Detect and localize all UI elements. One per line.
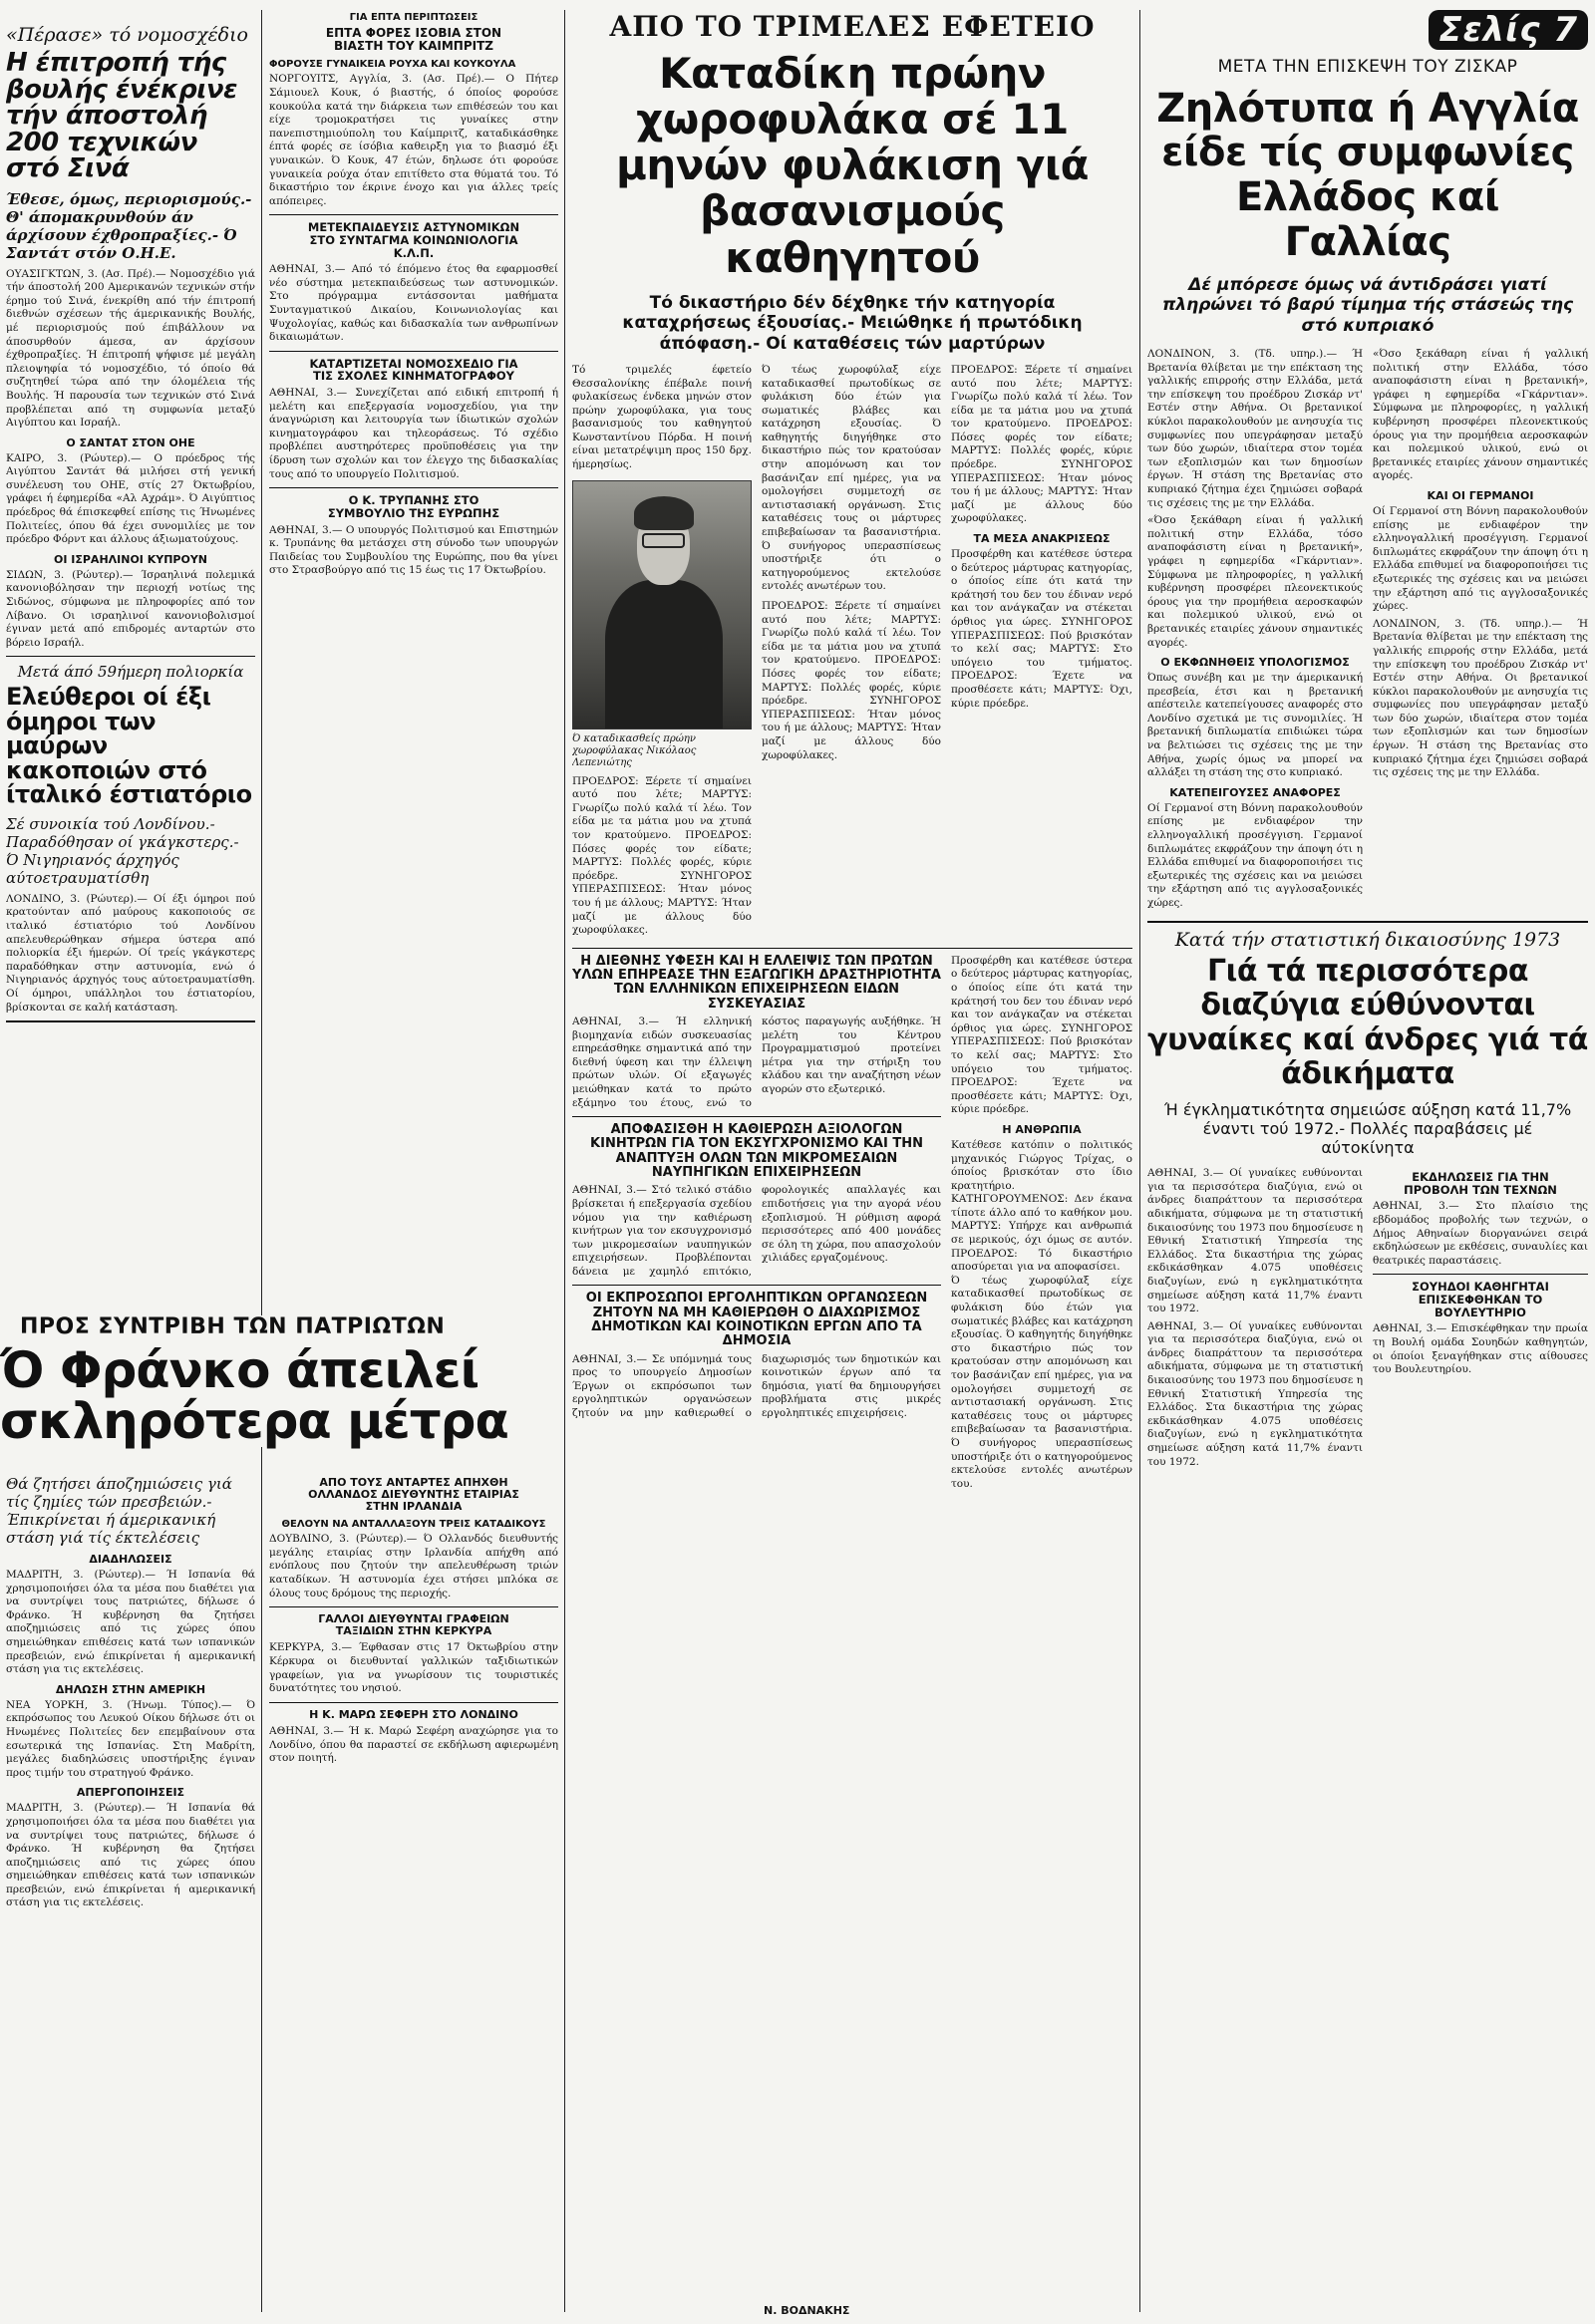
article-headline: ΜΕΤΕΚΠΑΙΔΕΥΣΙΣ ΑΣΤΥΝΟΜΙΚΩΝ ΣΤΟ ΣΥΝΤΑΓΜΑ ΚΟΙΝΩΝΙΟΛΟΓΙΑ Κ.Λ.Π. xyxy=(307,220,520,260)
section-subhead: Ο ΕΚΦΩΝΗΘΕΙΣ ΥΠΟΛΟΓΙΣΜΟΣ xyxy=(1160,656,1350,670)
article-body: Κατέθεσε κατόπιν ο πολιτικός μηχανικός Γιώργος Τρίχας, ο όποίος βρισκόταν στο ίδιο κρατητήριο. ΚΑΤΗΓΟΡΟΥΜΕΝΟΣ: Δεν έκανα τίποτε άλλο από το καθήκον μου. ΜΑΡΤΥΣ: Υπήρχε και ανθρωπιά σε μερικούς, όχι όμως σε αυτόν. ΠΡΟΕΔΡΟΣ: Τό δικαστήριο αποσύρεται για να αποφασίσει. xyxy=(951,1138,1132,1274)
story-column xyxy=(1373,348,1588,911)
article-headline: Η Κ. ΜΑΡΩ ΣΕΦΕΡΗ ΣΤΟ ΛΟΝΔΙΝΟ xyxy=(309,1707,518,1721)
section-subhead: ΔΗΛΩΣΗ ΣΤΗΝ ΑΜΕΡΙΚΗ xyxy=(55,1682,206,1696)
column-rule xyxy=(564,10,565,2312)
divider xyxy=(269,1606,558,1607)
article-row xyxy=(572,364,1132,938)
article-body: ΟΥΑΣΙΓΚΤΩΝ, 3. (Ασ. Πρέ).— Νομοσχέδιο γιά τήν άποστολή 200 Αμερικανών τεχνικών στήν έρημο τού Σινά, ένεκρίθη από τήν έπιτροπή διεθνών σχέσεων τής άμερικανικής Βουλής, μέ περιορισμούς πού έπιβάλλουν να άποσυρθούν άμεσα, αν άρχίσουν έχθροπραξίες. Ή έπιτροπή ψήφισε μέ μεγάλη πλειοψηφία τό νομοσχέδιο, τό όποίο θά συζητηθεί τώρα από την όλομέλεια τής Βουλής. Ή παρουσία των τεχνικών στό Σινά προβλέπεται από τη συμφωνία μεταξύ Αιγύπτου και Ισραήλ. xyxy=(6,267,255,430)
article-headline: Γιά τά περισσότερα διαζύγια εύθύνονται γυναίκες καί άνδρες γιά τά άδικήματα xyxy=(1147,953,1588,1092)
divider xyxy=(572,1116,941,1117)
divider xyxy=(6,656,255,657)
article-body: ΛΟΝΔΙΝΟΝ, 3. (Τδ. υπηρ.).— Ή Βρετανία θλίβεται με την επέκταση της γαλλικής επιρροής στην Ελλάδα, μετά την επίσκεψη του προέδρου Ζισκάρ ντ' Εστέν στην Αθήνα. Οι βρετανικοί κύκλοι παρακολουθούν με ανησυχία τις συμφωνίες που υπεγράφησαν μεταξύ των δύο χωρών, ιδιαίτερα στον τομέα των εξοπλισμών και των δημοσίων έργων. Ή στάση της Βρετανίας στο κυπριακό ζήτημα έχει ζημιώσει σοβαρά τις σχέσεις της με την Ελλάδα. xyxy=(1147,348,1363,509)
article-body: Προσφέρθη και κατέθεσε ύστερα ο δεύτερος μάρτυρας κατηγορίας, ο όποίος είπε ότι κατά την κράτησή του δεν του έδιναν νερό και τον ανάγκαζαν να στέκεται όρθιος για ώρες. ΣΥΝΗΓΟΡΟΣ ΥΠΕΡΑΣΠΙΣΕΩΣ: Πού βρισκόταν το κελί σας; ΜΑΡΤΥΣ: Στο υπόγειο του τμήματος. ΠΡΟΕΔΡΟΣ: Έχετε να προσθέσετε κάτι; ΜΑΡΤΥΣ: Όχι, κύριε πρόεδρε. xyxy=(951,548,1132,710)
divider xyxy=(269,1702,558,1703)
article-body: ΔΟΥΒΛΙΝΟ, 3. (Ρώυτερ).— Ό Ολλανδός διευθυντής μεγάλης εταιρίας στην Ιρλανδία απήχθη από ενόπλους που ζητούν την απελευθέρωση τριών καταδίκων. Ή αστυνομία έχει στήσει μπλόκα σε όλους τους δρόμους της περιοχής. xyxy=(269,1533,558,1599)
article-kicker: «Πέρασε» τό νομοσχέδιο xyxy=(6,24,248,46)
article-row xyxy=(1147,348,1588,911)
section-subhead: ΘΕΛΟΥΝ ΝΑ ΑΝΤΑΛΛΑΞΟΥΝ ΤΡΕΙΣ ΚΑΤΑΔΙΚΟΥΣ xyxy=(281,1519,546,1531)
story-column xyxy=(1373,1167,1588,1469)
article-body: ΑΘΗΝΑΙ, 3.— Οί γυναίκες ευθύνονται για τα περισσότερα διαζύγια, ενώ οι άνδρες διαπράττουν τα περισσότερα αδικήματα, σύμφωνα με τη στατιστική δικαιοσύνης του 1973 που δημοσίευσε η Εθνική Στατιστική Υπηρεσία της Ελλάδος. Στα δικαστήρια της χώρας εκδικάσθηκαν 4.075 υποθέσεις διαζυγίων, ενώ η εγκληματικότητα σημείωσε αύξηση κατά 11,7% έναντι του 1972. xyxy=(1147,1319,1363,1468)
article-body: ΚΕΡΚΥΡΑ, 3.— Έφθασαν στις 17 Όκτωβρίου στην Κέρκυρα οι διευθυνταί γαλλικών ταξιδιωτικών γραφείων, για να γνωρίσουν τις τουριστικές δυνατότητες του νησιού. xyxy=(269,1641,558,1695)
section-subhead: ΤΑ ΜΕΣΑ ΑΝΑΚΡΙΣΕΩΣ xyxy=(973,532,1111,546)
article-body: ΑΘΗΝΑΙ, 3.— Ή κ. Μαρώ Σεφέρη αναχώρησε για το Λονδίνο, όπου θα παραστεί σε εκδήλωση αφιερωμένη στον ποιητή. xyxy=(269,1724,558,1765)
portrait-photo xyxy=(572,480,752,729)
section-subhead: ΦΟΡΟΥΣΕ ΓΥΝΑΙΚΕΙΑ ΡΟΥΧΑ ΚΑΙ ΚΟΥΚΟΥΛΑ xyxy=(269,59,516,71)
column-rule xyxy=(1139,10,1140,2312)
divider xyxy=(269,351,558,352)
section-subhead: ΚΑΤΕΠΕΙΓΟΥΣΕΣ ΑΝΑΦΟΡΕΣ xyxy=(1169,785,1341,799)
article-body: Όπως συνέβη και με την άμερικανική πρεσβεία, έτσι και η βρετανική απέστειλε κατεπείγουσες αναφορές στο Λονδίνο σχετικά με τις συνομιλίες. Ή βρετανική διπλωματία επιδιώκει τώρα να βελτιώσει τις σχέσεις της με την Αθήνα, χωρίς όμως να μπορεί να αλλάξει τη στάση της στο κυπριακό. xyxy=(1147,672,1363,779)
article-body: Οί Γερμανοί στη Βόννη παρακολουθούν επίσης με ενδιαφέρον την ελληνογαλλική προσέγγιση. Γερμανοί διπλωμάτες εκφράζουν την άποψη ότι η Ελλάδα επιθυμεί να διαφοροποιήσει τις εξωτερικές της σχέσεις και να μειώσει την εξάρτηση από τις αγγλοσαξονικές χώρες. xyxy=(1147,801,1363,910)
article-body: ΛΟΝΔΙΝΟΝ, 3. (Τδ. υπηρ.).— Ή Βρετανία θλίβεται με την επέκταση της γαλλικής επιρροής στην Ελλάδα, μετά την επίσκεψη του προέδρου Ζισκάρ ντ' Εστέν στην Αθήνα. Οι βρετανικοί κύκλοι παρακολουθούν με ανησυχία τις συμφωνίες που υπεγράφησαν μεταξύ των δύο χωρών, ιδιαίτερα στον τομέα των εξοπλισμών και των δημοσίων έργων. Ή στάση της Βρετανίας στο κυπριακό ζήτημα έχει ζημιώσει σοβαρά τις σχέσεις της με την Ελλάδα. xyxy=(1373,617,1588,779)
article-body: ΑΘΗΝΑΙ, 3.— Σε υπόμνημά τους προς το υπουργείο Δημοσίων Έργων οι εκπρόσωποι των εργοληπτικών οργανώσεων ζητούν να μην καθιερωθεί ο διαχωρισμός των δημοτικών και κοινοτικών έργων από τα δημόσια, γιατί θα δημιουργήσει προβλήματα στις μικρές εργοληπτικές επιχειρήσεις. xyxy=(572,1352,941,1420)
article-kicker: ΓΙΑ ΕΠΤΑ ΠΕΡΙΠΤΩΣΕΙΣ xyxy=(349,12,478,23)
article-headline: ΓΑΛΛΟΙ ΔΙΕΥΘΥΝΤΑΙ ΓΡΑΦΕΙΩΝ ΤΑΞΙΔΙΩΝ ΣΤΗΝ ΚΕΡΚΥΡΑ xyxy=(318,1612,509,1638)
section-subhead: ΚΑΙ ΟΙ ΓΕΡΜΑΝΟΙ xyxy=(1427,488,1534,502)
article-body: ΛΟΝΔΙΝΟ, 3. (Ρώυτερ).— Οί έξι όμηροι πού κρατούνταν από μαύρους κακοποιούς σε ιταλικό έστιατόριο τού Λονδίνου απελευθερώθηκαν σήμερα ύστερα από πολιορκία έξι ήμερών. Οί τρείς γκάγκστερς παραδόθηκαν στην αστυνομία, ενώ ό Νιγηριανός άρχηγός τους αύτοετραυματίσθη. Οί όμηροι, υπάλληλοι του έστιατορίου, βρίσκονται σε καλή κατάσταση. xyxy=(6,892,255,1014)
divider xyxy=(6,1020,255,1022)
column-4 xyxy=(1147,10,1588,2317)
article-headline: ΑΠΟ ΤΟΥΣ ΑΝΤΑΡΤΕΣ ΑΠΗΧΘΗ ΟΛΛΑΝΔΟΣ ΔΙΕΥΘΥΝΤΗΣ ΕΤΑΙΡΙΑΣ ΣΤΗΝ ΙΡΛΑΝΔΙΑ xyxy=(308,1476,519,1514)
column-rule xyxy=(261,10,262,2312)
section-subhead: ΔΙΑΔΗΛΩΣΕΙΣ xyxy=(89,1553,172,1566)
article-body: ΣΙΔΩΝ, 3. (Ρώυτερ).— Ίσραηλινά πολεμικά κανονιοβόλησαν την περιοχή νοτίως της Σιδώνος, σύμφωνα με πληροφορίες από τον Λίβανο. Οι ισραηλινοί κανονιοβολισμοί έγιναν μετά από επιδρομές ανταρτών στο βόρειο Ισραήλ. xyxy=(6,568,255,649)
article-body: ΠΡΟΕΔΡΟΣ: Ξέρετε τί σημαίνει αυτό που λέτε; ΜΑΡΤΥΣ: Γνωρίζω πολύ καλά τί λέω. Τον είδα με τα μάτια μου να χτυπά τον κρατούμενο. ΠΡΟΕΔΡΟΣ: Πόσες φορές τον είδατε; ΜΑΡΤΥΣ: Πολλές φορές, κύριε πρόεδρε. ΣΥΝΗΓΟΡΟΣ ΥΠΕΡΑΣΠΙΣΕΩΣ: Ήταν μόνος του ή με άλλους; ΜΑΡΤΥΣ: Ήταν μαζί με άλλους δύο χωροφύλακες. xyxy=(572,774,752,937)
article-headline: ΕΠΤΑ ΦΟΡΕΣ ΙΣΟΒΙΑ ΣΤΟΝ ΒΙΑΣΤΗ ΤΟΥ ΚΑΙΜΠΡΙΤΖ xyxy=(325,26,502,54)
article-body: Προσφέρθη και κατέθεσε ύστερα ο δεύτερος μάρτυρας κατηγορίας, ο όποίος είπε ότι κατά την κράτησή του δεν του έδιναν νερό και τον ανάγκαζαν να στέκεται όρθιος για ώρες. ΣΥΝΗΓΟΡΟΣ ΥΠΕΡΑΣΠΙΣΕΩΣ: Πού βρισκόταν το κελί σας; ΜΑΡΤΥΣ: Στο υπόγειο του τμήματος. ΠΡΟΕΔΡΟΣ: Έχετε να προσθέσετε κάτι; ΜΑΡΤΥΣ: Όχι, κύριε πρόεδρε. xyxy=(951,954,1132,1116)
column-2-lower xyxy=(269,1473,558,2315)
divider xyxy=(269,214,558,215)
article-body: ΜΑΔΡΙΤΗ, 3. (Ρώυτερ).— Ή Ισπανία θά χρησιμοποιήσει όλα τα μέσα που διαθέτει για να συντρίψει τους πατριώτες, δήλωσε ό Φράνκο. Ή κυβέρνηση θα ζητήσει αποζημιώσεις από τις χώρες όπου σημειώθηκαν επιθέσεις κατά των ισπανικών πρεσβειών, ενώ έπικρίνεται ή αμερικανική στάση για τις εκτελέσεις. xyxy=(6,1802,255,1909)
article-headline: Ο Κ. ΤΡΥΠΑΝΗΣ ΣΤΟ ΣΥΜΒΟΥΛΙΟ ΤΗΣ ΕΥΡΩΠΗΣ xyxy=(327,493,500,520)
article-headline: Η ΔΙΕΘΝΗΣ ΥΦΕΣΗ ΚΑΙ Η ΕΛΛΕΙΨΙΣ ΤΩΝ ΠΡΩΤΩΝ ΥΛΩΝ ΕΠΗΡΕΑΣΕ ΤΗΝ ΕΞΑΓΩΓΙΚΗ ΔΡΑΣΤΗΡΙΟΤΗΤΑ ΤΩΝ ΕΛΛΗΝΙΚΩΝ ΕΠΙΧΕΙΡΗΣΕΩΝ ΕΙΔΩΝ ΣΥΣΚΕΥΑΣΙΑΣ xyxy=(572,953,941,1012)
article-kicker: Μετά άπό 59ήμερη πολιορκία xyxy=(17,663,244,682)
column-2 xyxy=(269,10,558,1310)
article-kicker: ΜΕΤΑ ΤΗΝ ΕΠΙΣΚΕΨΗ ΤΟΥ ΖΙΣΚΑΡ xyxy=(1217,57,1518,77)
section-subhead: Ο ΣΑΝΤΑΤ ΣΤΟΝ ΟΗΕ xyxy=(66,436,195,449)
article-body: Ό τέως χωροφύλαξ είχε καταδικασθεί πρωτοδίκως σε φυλάκιση δύο έτών για σωματικές βλάβες και κατάχρηση εξουσίας. Ό καθηγητής διηγήθηκε στο δικαστήριο πώς τον κρατούσαν στην απομόνωση και τον βασάνιζαν επί ημέρες, για να ομολογήσει συμμετοχή σε αντιστασιακή οργάνωση. Στις καταθέσεις τους οι μάρτυρες επιβεβαίωσαν τα βασανιστήρια. Ό συνήγορος υπερασπίσεως υποστήριξε ότι ο κατηγορούμενος εκτελούσε εντολές ανωτέρων του. xyxy=(762,363,941,593)
article-deck: Σέ συνοικία τού Λονδίνου.- Παραδόθησαν οί γκάγκστερς.- Ό Νιγηριανός άρχηγός αύτοετραυματίσθη xyxy=(6,814,239,887)
article-body: ΑΘΗΝΑΙ, 3.— Συνεχίζεται από ειδική επιτροπή ή μελέτη και επεξεργασία νομοσχεδίου, για την άναγνώριση και λειτουργία των ίδιωτικών σχολών κινηματογράφου και τηλεοράσεως. Τό σχέδιο προβλέπει αυστηρότερες προϋποθέσεις για την ίδρυση των σχολών και τον έλεγχο της διδασκαλίας τους από το υπουργείο Πολιτισμού. xyxy=(269,387,558,480)
article-body: ΝΕΑ ΥΟΡΚΗ, 3. (Ήνωμ. Τύπος).— Ό εκπρόσωπος του Λευκού Οίκου δήλωσε ότι οι Ηνωμένες Πολιτείες δεν επεμβαίνουν στα εσωτερικά της Ισπανίας. Στη Μαδρίτη, μεγάλες διαδηλώσεις υποστήριξης έγιναν προς τιμήν του στρατηγού Φράνκο. xyxy=(6,1698,255,1779)
article-kicker: ΠΡΟΣ ΣΥΝΤΡΙΒΗ ΤΩΝ ΠΑΤΡΙΩΤΩΝ xyxy=(20,1314,446,1339)
article-body: ΜΑΔΡΙΤΗ, 3. (Ρώυτερ).— Ή Ισπανία θά χρησιμοποιήσει όλα τα μέσα που διαθέτει για να συντρίψει τους πατριώτες, δήλωσε ό Φράνκο. Ή κυβέρνηση θα ζητήσει αποζημιώσεις από τις χώρες όπου σημειώθηκαν επιθέσεις κατά των ισπανικών πρεσβειών, ενώ έπικρίνεται ή αμερικανική στάση για τις εκτελέσεις. xyxy=(6,1569,255,1676)
column-1-lower xyxy=(6,1473,255,2315)
article-body: Τό τριμελές έφετείο Θεσσαλονίκης έπέβαλε ποινή φυλακίσεως ένδεκα μηνών στον πρώην χωροφύλακα, για τους βασανισμούς του καθηγητού Κωνσταντίνου Πόρδα. Η ποινή είναι μετατρέψιμη προς 150 δρχ. ήμερησίως. xyxy=(572,363,752,471)
article-headline: Καταδίκη πρώην χωροφυλάκα σέ 11 μηνών φυλάκιση γιά βασανισμούς καθηγητού xyxy=(615,48,1090,282)
story-column xyxy=(1147,1167,1363,1469)
article-headline: ΟΙ ΕΚΠΡΟΣΩΠΟΙ ΕΡΓΟΛΗΠΤΙΚΩΝ ΟΡΓΑΝΩΣΕΩΝ ΖΗΤΟΥΝ ΝΑ ΜΗ ΚΑΘΙΕΡΩΘΗ Ο ΔΙΑΧΩΡΙΣΜΟΣ ΔΗΜΟΤΙΚΩΝ ΚΑΙ ΚΟΙΝΟΤΙΚΩΝ ΕΡΓΩΝ ΑΠΟ ΤΑ ΔΗΜΟΣΙΑ xyxy=(585,1291,928,1349)
article-body: ΠΡΟΕΔΡΟΣ: Ξέρετε τί σημαίνει αυτό που λέτε; ΜΑΡΤΥΣ: Γνωρίζω πολύ καλά τί λέω. Τον είδα με τα μάτια μου να χτυπά τον κρατούμενο. ΠΡΟΕΔΡΟΣ: Πόσες φορές τον είδατε; ΜΑΡΤΥΣ: Πολλές φορές, κύριε πρόεδρε. ΣΥΝΗΓΟΡΟΣ ΥΠΕΡΑΣΠΙΣΕΩΣ: Ήταν μόνος του ή με άλλους; ΜΑΡΤΥΣ: Ήταν μαζί με άλλους δύο χωροφύλακες. xyxy=(762,600,941,761)
article-headline: ΑΠΟΦΑΣΙΣΘΗ Η ΚΑΘΙΕΡΩΣΗ ΑΞΙΟΛΟΓΩΝ ΚΙΝΗΤΡΩΝ ΓΙΑ ΤΟΝ ΕΚΣΥΓΧΡΟΝΙΣΜΟ ΚΑΙ ΤΗΝ ΑΝΑΠΤΥΞΗ ΟΛΩΝ ΤΩΝ ΜΙΚΡΟΜΕΣΑΙΩΝ ΝΑΥΠΗΓΙΚΩΝ ΕΠΙΧΕΙΡΗΣΕΩΝ xyxy=(590,1122,923,1181)
article-row xyxy=(572,955,1132,1492)
article-headline: Ελεύθεροι οί έξι όμηροι των μαύρων κακοποιών στό ίταλικό έστιατόριο xyxy=(6,683,252,809)
column-3 xyxy=(572,10,1132,2317)
article-deck: Δέ μπόρεσε όμως νά άντιδράσει γιατί πληρώνει τό βαρύ τίμημα τής στάσεώς της στό κυπριακό xyxy=(1161,274,1574,336)
franco-banner xyxy=(0,1314,558,1451)
divider xyxy=(572,948,1132,949)
article-headline: Η έπιτροπή τής βουλής ένέκρινε τήν άποστολή 200 τεχνικών στό Σινά xyxy=(6,48,238,184)
article-deck: Θά ζητήσει άποζημιώσεις γιά τίς ζημίες τών πρεσβειών.- Έπικρίνεται ή άμερικανική στάση γιά τίς έκτελέσεις xyxy=(6,1475,232,1547)
article-body: ΠΡΟΕΔΡΟΣ: Ξέρετε τί σημαίνει αυτό που λέτε; ΜΑΡΤΥΣ: Γνωρίζω πολύ καλά τί λέω. Τον είδα με τα μάτια μου να χτυπά τον κρατούμενο. ΠΡΟΕΔΡΟΣ: Πόσες φορές τον είδατε; ΜΑΡΤΥΣ: Πολλές φορές, κύριε πρόεδρε. ΣΥΝΗΓΟΡΟΣ ΥΠΕΡΑΣΠΙΣΕΩΣ: Ήταν μόνος του ή με άλλους; ΜΑΡΤΥΣ: Ήταν μαζί με άλλους δύο χωροφύλακες. xyxy=(951,363,1132,525)
article-body: ΑΘΗΝΑΙ, 3.— Ή ελληνική βιομηχανία ειδών συσκευασίας επηρεάσθηκε σημαντικά από την διεθνή ύφεση και την έλλειψη πρώτων υλών. Οί εξαγωγές μειώθηκαν κατά το πρώτο εξάμηνο του έτους, ενώ το κόστος παραγωγής αυξήθηκε. Ή μελέτη του Κέντρου Προγραμματισμού προτείνει μέτρα για την στήριξη του κλάδου και την αναζήτηση νέων αγορών στο εξωτερικό. xyxy=(572,1015,941,1109)
story-column xyxy=(572,364,752,938)
story-column xyxy=(762,364,941,938)
story-column xyxy=(572,955,941,1492)
article-body: ΑΘΗΝΑΙ, 3.— Ο υπουργός Πολιτισμού και Επιστημών κ. Τρυπάνης θα μετάσχει στη σύνοδο των υπουργών Παιδείας του Συμβουλίου της Ευρώπης, που θα γίνει στο Στρασβούργο από τις 15 έως τις 17 Όκτωβρίου. xyxy=(269,523,558,577)
section-subhead: Η ΑΝΘΡΩΠΙΑ xyxy=(1002,1122,1082,1136)
article-headline: Ζηλότυπα ή Αγγλία είδε τίς συμφωνίες Ελλάδος καί Γαλλίας xyxy=(1156,85,1579,266)
section-subhead: ΑΠΕΡΓΟΠΟΙΗΣΕΙΣ xyxy=(76,1786,185,1800)
article-deck: Ή έγκληματικότητα σημειώσε αύξηση κατά 11,7% έναντι τού 1972.- Πολλές παραβάσεις μέ αύτοκίνητα xyxy=(1163,1099,1572,1157)
article-body: ΑΘΗΝΑΙ, 3.— Επισκέφθηκαν την πρωία τη Βουλή ομάδα Σουηδών καθηγητών, οι όποίοι ξεναγήθηκαν στις αίθουσες του Βουλευτηρίου. xyxy=(1373,1322,1588,1376)
page-logo-wrap xyxy=(1147,10,1588,50)
article-kicker: ΑΠΟ ΤΟ ΤΡΙΜΕΛΕΣ ΕΦΕΤΕΙΟ xyxy=(609,10,1096,43)
article-body: ΑΘΗΝΑΙ, 3.— Οί γυναίκες ευθύνονται για τα περισσότερα διαζύγια, ενώ οι άνδρες διαπράττουν τα περισσότερα αδικήματα, σύμφωνα με τη στατιστική δικαιοσύνης του 1973 που δημοσίευσε η Εθνική Στατιστική Υπηρεσία της Ελλάδος. Στα δικαστήρια της χώρας εκδικάσθηκαν 4.075 υποθέσεις διαζυγίων, ενώ η εγκληματικότητα σημείωσε αύξηση κατά 11,7% έναντι του 1972. xyxy=(1147,1167,1363,1315)
article-body: Ό τέως χωροφύλαξ είχε καταδικασθεί πρωτοδίκως σε φυλάκιση δύο έτών για σωματικές βλάβες και κατάχρηση εξουσίας. Ό καθηγητής διηγήθηκε στο δικαστήριο πώς τον κρατούσαν στην απομόνωση και τον βασάνιζαν επί ημέρες, για να ομολογήσει συμμετοχή σε αντιστασιακή οργάνωση. Στις καταθέσεις τους οι μάρτυρες επιβεβαίωσαν τα βασανιστήρια. Ό συνήγορος υπερασπίσεως υποστήριξε ότι ο κατηγορούμενος εκτελούσε εντολές ανωτέρων του. xyxy=(951,1274,1132,1490)
article-headline: σκληρότερα μέτρα xyxy=(0,1392,508,1451)
article-body: ΝΟΡΓΟΥΙΤΣ, Αγγλία, 3. (Ασ. Πρέ).— Ο Πήτερ Σάμιουελ Κουκ, ό βιαστής, ό όποίος φορούσε κουκούλα κατά την διάρκεια των επιθέσεών του και είχε τρομοκρατήσει τις γυναίκες στην πανεπιστημιούπολη του Καίμπριτζ, καταδικάσθηκε έπτά φορές σε ίσόβια καθειρξη για το βιασμό έξι γυναικών. Ό Κουκ, 47 έτών, δηλωσε ότι φορούσε γυναικεία ρούχα όταν επιτίθετο στα θύματά του. Τό δικαστήριο τον έκρινε ένοχο και για άλλες τρείς απόπειρες. xyxy=(269,73,558,207)
story-column xyxy=(1147,348,1363,911)
article-body: «Όσο ξεκάθαρη είναι ή γαλλική πολιτική στην Ελλάδα, τόσο αναποφάσιστη είναι η βρετανική», γράφει η εφημερίδα «Γκάρντιαν». Σύμφωνα με πληροφορίες, η γαλλική κυβέρνηση προσφέρει πλεονεκτικούς όρους για την προμήθεια αεροσκαφών και πολεμικού υλικού, ενώ οι βρετανικές εταιρίες χάνουν σημαντικές αγορές. xyxy=(1373,348,1588,482)
article-kicker: Κατά τήν στατιστική δικαιοσύνης 1973 xyxy=(1174,928,1561,951)
story-column xyxy=(951,955,1132,1492)
article-body: ΑΘΗΝΑΙ, 3.— Στό τελικό στάδιο βρίσκεται ή επεξεργασία σχεδίου νόμου για την καθιέρωση κινήτρων για τον εκσυγχρονισμό των μικρομεσαίων ναυπηγικών επιχειρήσεων. Προβλέπονται δάνεια με χαμηλό επιτόκιο, φορολογικές απαλλαγές και επιδοτήσεις για την αγορά νέου εξοπλισμού. Ή ρύθμιση αφορά περισσότερες από 400 μονάδες σε όλη τη χώρα, που απασχολούν χιλιάδες εργαζομένους. xyxy=(572,1184,941,1278)
article-headline: ΣΟΥΗΔΟΙ ΚΑΘΗΓΗΤΑΙ ΕΠΙΣΚΕΦΘΗΚΑΝ ΤΟ ΒΟΥΛΕΥΤΗΡΙΟ xyxy=(1412,1280,1549,1319)
article-headline: ΕΚΔΗΛΩΣΕΙΣ ΓΙΑ ΤΗΝ ΠΡΟΒΟΛΗ ΤΩΝ ΤΕΧΝΩΝ xyxy=(1404,1170,1557,1197)
article-body: ΚΑΙΡΟ, 3. (Ρώυτερ).— Ο πρόεδρος τής Αιγύπτου Σαντάτ θά μιλήσει στή γενική συνέλευση του ΟΗΕ, στίς 27 Όκτωβρίου, γράφει ή έφημερίδα «Αλ Αχράμ». Ό Αιγύπτιος πρόεδρος θά έπισκεφθεί επίσης τις Ήνωμένες Πολιτείες, όπου θά έχει συνομιλίες με τον πρόεδρο Φόρντ και άλλους άξιωματούχους. xyxy=(6,451,255,546)
divider xyxy=(572,1285,941,1286)
article-body: «Όσο ξεκάθαρη είναι ή γαλλική πολιτική στην Ελλάδα, τόσο αναποφάσιστη είναι η βρετανική», γράφει η εφημερίδα «Γκάρντιαν». Σύμφωνα με πληροφορίες, η γαλλική κυβέρνηση προσφέρει πλεονεκτικούς όρους για την προμήθεια αεροσκαφών και πολεμικού υλικού, ενώ οι βρετανικές εταιρίες χάνουν σημαντικές αγορές. xyxy=(1147,514,1363,649)
author-signature: Ν. ΒΟΔΝΑΚΗΣ xyxy=(758,2304,855,2317)
article-body: ΑΘΗΝΑΙ, 3.— Στο πλαίσιο της εβδομάδος προβολής των τεχνών, ο Δήμος Αθηναίων διοργανώνει σειρά εκδηλώσεων με εκθέσεις, συναυλίες και θεατρικές παραστάσεις. xyxy=(1373,1200,1588,1267)
section-subhead: ΟΙ ΙΣΡΑΗΛΙΝΟΙ ΚΥΠΡΟΥΝ xyxy=(53,552,208,566)
page-logo: Σελίς 7 xyxy=(1429,10,1588,50)
divider xyxy=(1147,921,1588,923)
photo-caption: Ό καταδικασθείς πρώην χωροφύλακας Νικόλαος Λεπενιώτης xyxy=(572,732,697,768)
article-headline: Ό Φράνκο άπειλεί xyxy=(0,1341,479,1400)
divider xyxy=(1373,1274,1588,1275)
article-body: ΑΘΗΝΑΙ, 3.— Από τό έπόμενο έτος θα εφαρμοσθεί νέο σύστημα μετεκπαιδεύσεως των αστυνομικών. Στο πρόγραμμα εντάσσονται μαθήματα Συνταγματικού Δικαίου, Κοινωνιολογίας και Ψυχολογίας, καθώς και διδασκαλία των ανθρωπίνων δικαιωμάτων. xyxy=(269,263,558,344)
article-deck: Τό δικαστήριο δέν δέχθηκε τήν κατηγορία καταχρήσεως έξουσίας.- Μειώθηκε ή πρωτόδικη άπόφαση.- Οί καταθέσεις τών μαρτύρων xyxy=(622,292,1083,354)
article-headline: ΚΑΤΑΡΤΙΖΕΤΑΙ ΝΟΜΟΣΧΕΔΙΟ ΓΙΑ ΤΙΣ ΣΧΟΛΕΣ ΚΙΝΗΜΑΤΟΓΡΑΦΟΥ xyxy=(309,356,518,384)
divider xyxy=(269,487,558,488)
article-deck: Έθεσε, όμως, περιορισμούς.- Θ' άπομακρυνθούν άν άρχίσουν έχθροπραξίες.- Ό Σαντάτ στόν Ο.Η.Ε. xyxy=(6,189,252,262)
story-column xyxy=(951,364,1132,938)
article-body: Οί Γερμανοί στη Βόννη παρακολουθούν επίσης με ενδιαφέρον την ελληνογαλλική προσέγγιση. Γερμανοί διπλωμάτες εκφράζουν την άποψη ότι η Ελλάδα επιθυμεί να διαφοροποιήσει τις εξωτερικές της σχέσεις και να μειώσει την εξάρτηση από τις αγγλοσαξονικές χώρες. xyxy=(1373,504,1588,613)
article-row xyxy=(1147,1167,1588,1469)
